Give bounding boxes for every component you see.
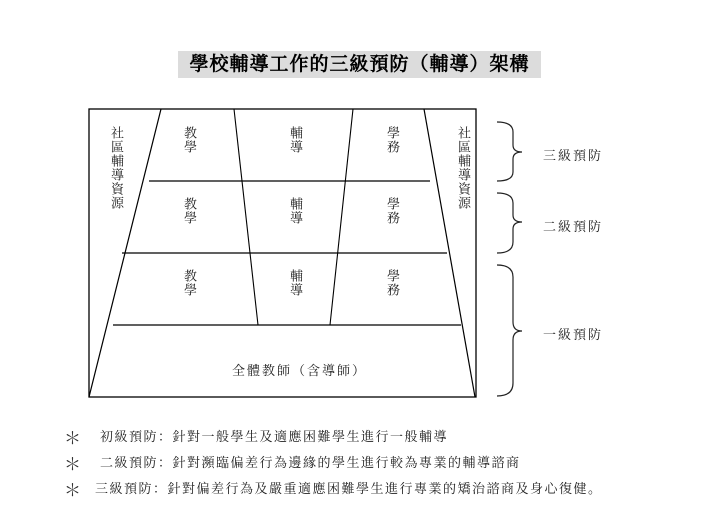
- tier2-teaching: 教學: [181, 197, 196, 225]
- all-teachers-label: 全體教師（含導師）: [232, 364, 368, 379]
- note-primary: 初級預防：針對一般學生及適應困難學生進行一般輔導: [100, 430, 449, 445]
- community-resources-left: 社區輔導資源: [108, 126, 123, 210]
- community-resources-right: 社區輔導資源: [455, 126, 470, 210]
- brace-label-tertiary: 三級預防: [543, 149, 604, 164]
- note-bullet: ＊: [64, 481, 81, 501]
- brace-label-primary: 一級預防: [543, 328, 604, 343]
- tier3-counseling: 輔導: [287, 126, 302, 154]
- tier3-student-affairs: 學務: [384, 126, 399, 154]
- tier1-counseling: 輔導: [287, 269, 302, 297]
- tier2-student-affairs: 學務: [384, 197, 399, 225]
- note-bullet: ＊: [64, 455, 81, 475]
- note-tertiary: 三級預防：針對偏差行為及嚴重適應困難學生進行專業的矯治諮商及身心復健。: [95, 482, 603, 497]
- brace-icons: [497, 122, 522, 396]
- note-bullet: ＊: [64, 429, 81, 449]
- tier3-teaching: 教學: [181, 126, 196, 154]
- tier1-student-affairs: 學務: [384, 269, 399, 297]
- brace-label-secondary: 二級預防: [543, 220, 604, 235]
- tier2-counseling: 輔導: [287, 197, 302, 225]
- tier1-teaching: 教學: [181, 269, 196, 297]
- note-secondary: 二級預防：針對瀕臨偏差行為邊緣的學生進行較為專業的輔導諮商: [100, 456, 521, 471]
- page-title: 學校輔導工作的三級預防（輔導）架構: [178, 51, 541, 78]
